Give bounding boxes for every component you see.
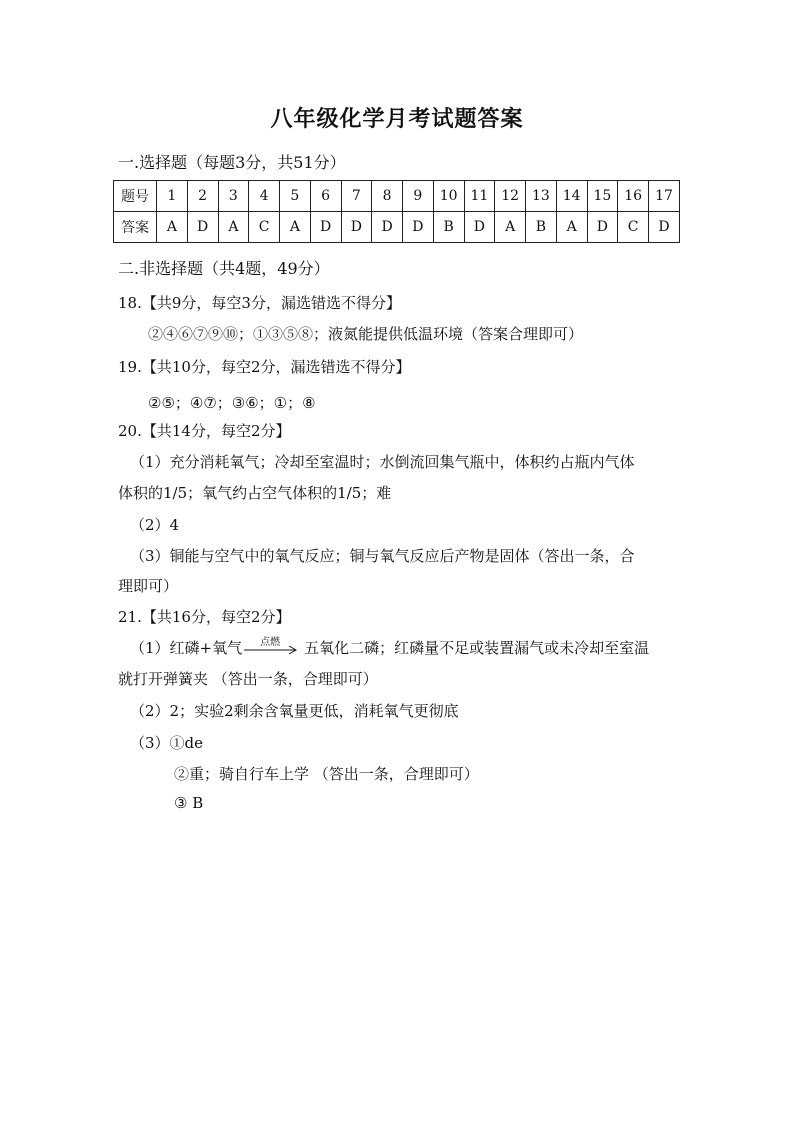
q21-equation-reactants: （1）红磷+氧气 [130, 639, 243, 657]
table-cell: 15 [587, 181, 618, 212]
q21-header: 21.【共16分，每空2分】 [118, 608, 291, 626]
table-cell: D [403, 212, 434, 243]
table-cell: 8 [372, 181, 403, 212]
q21-part3-2: ②重；骑自行车上学 （答出一条，合理即可） [174, 765, 479, 783]
table-cell: 16 [618, 181, 649, 212]
table-cell: C [618, 212, 649, 243]
table-cell: 11 [464, 181, 495, 212]
table-cell: 14 [556, 181, 587, 212]
table-cell: 13 [526, 181, 557, 212]
q20-header: 20.【共14分，每空2分】 [118, 422, 291, 440]
q19-header: 19.【共10分，每空2分，漏选错选不得分】 [118, 358, 411, 376]
table-cell: D [464, 212, 495, 243]
table-cell: 3 [218, 181, 249, 212]
reaction-arrow [244, 637, 302, 658]
q18-answer: ②④⑥⑦⑨⑩；①③⑤⑧；液氮能提供低温环境（答案合理即可） [148, 325, 584, 343]
table-cell: 12 [495, 181, 526, 212]
table-cell: D [310, 212, 341, 243]
table-cell: A [157, 212, 188, 243]
table-cell: 6 [310, 181, 341, 212]
q21-part3-3: ③ B [174, 794, 204, 812]
table-cell: 10 [433, 181, 464, 212]
table-row-answers [114, 212, 680, 243]
q18-header: 18.【共9分，每空3分，漏选错选不得分】 [118, 294, 401, 312]
table-cell: B [526, 212, 557, 243]
section-1-heading: 一.选择题（每题3分，共51分） [118, 153, 346, 172]
q21-part1-line1 [130, 637, 649, 658]
q20-part1-line1: （1）充分消耗氧气；冷却至室温时；水倒流回集气瓶中，体积约占瓶内气体 [130, 453, 635, 471]
table-cell: 1 [157, 181, 188, 212]
answer-table [113, 180, 680, 243]
arrow-icon [244, 645, 302, 655]
q21-part3-1: （3）①de [130, 734, 204, 752]
table-cell: 7 [341, 181, 372, 212]
table-cell: A [556, 212, 587, 243]
table-cell: 17 [649, 181, 680, 212]
row-label-answer: 答案 [114, 212, 157, 243]
q20-part3-line1: （3）铜能与空气中的氧气反应；铜与氧气反应后产物是固体（答出一条，合 [130, 547, 635, 565]
table-cell: 5 [280, 181, 311, 212]
table-cell: A [495, 212, 526, 243]
table-cell: D [372, 212, 403, 243]
reaction-condition: 点燃 [260, 637, 281, 648]
table-cell: A [280, 212, 311, 243]
table-cell: D [187, 212, 218, 243]
table-cell: B [433, 212, 464, 243]
table-cell: 2 [187, 181, 218, 212]
table-cell: D [649, 212, 680, 243]
table-cell: 9 [403, 181, 434, 212]
table-cell: C [249, 212, 280, 243]
q20-part1-line2: 体积的1/5；氧气约占空气体积的1/5；难 [118, 484, 392, 502]
table-cell: 4 [249, 181, 280, 212]
section-2-heading: 二.非选择题（共4题，49分） [118, 259, 330, 278]
q20-part3-line2: 理即可） [118, 577, 179, 595]
q21-part2: （2）2；实验2剩余含氧量更低，消耗氧气更彻底 [130, 702, 459, 720]
page-title: 八年级化学月考试题答案 [270, 106, 524, 132]
row-label-number: 题号 [114, 181, 157, 212]
q21-part1-line2: 就打开弹簧夹 （答出一条，合理即可） [118, 670, 378, 688]
table-cell: D [341, 212, 372, 243]
q21-equation-rest: 五氧化二磷；红磷量不足或装置漏气或未冷却至室温 [304, 639, 650, 657]
table-cell: A [218, 212, 249, 243]
table-cell: D [587, 212, 618, 243]
table-row-numbers [114, 181, 680, 212]
q20-part2: （2）4 [130, 516, 180, 534]
q19-answer: ②⑤；④⑦；③⑥；①；⑧ [148, 394, 316, 412]
